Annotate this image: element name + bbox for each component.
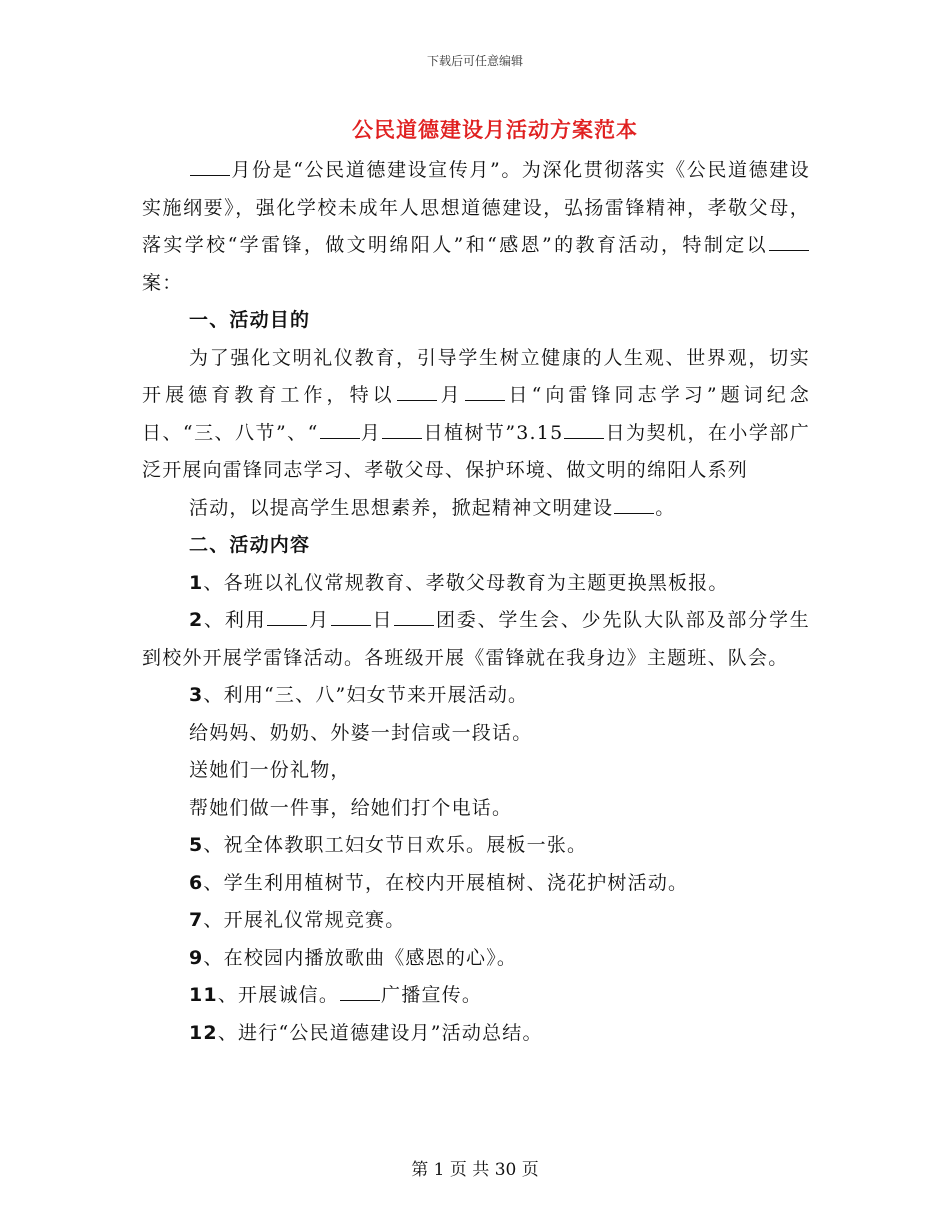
item-text: 团委、学生会、少先队大队部及部分学生到校外开展学雷锋活动。各班级开展《雷锋就在我身边》主题班、队会。 [142, 609, 811, 669]
blank-line [267, 603, 307, 626]
blank-line [331, 603, 371, 626]
document-body [142, 152, 810, 1052]
blank-line [320, 416, 360, 439]
item-number: 2 [189, 609, 204, 631]
s1p2-text-a: 活动，以提高学生思想素养，掀起精神文明建设 [189, 496, 614, 519]
list-item [142, 902, 810, 940]
sub-item: 送她们一份礼物， [189, 759, 351, 781]
item-number: 9 [189, 946, 204, 969]
blank-line [190, 153, 230, 176]
item-number: 12 [189, 1021, 218, 1044]
item-text: 广播宣传。 [381, 984, 483, 1006]
sub-item: 帮她们做一件事，给她们打个电话。 [189, 796, 513, 819]
item-text: 、祝全体教职工妇女节日欢乐。展板一张。 [203, 834, 588, 856]
intro-paragraph [142, 152, 810, 302]
sub-item: 给妈妈、奶奶、外婆一封信或一段话。 [189, 721, 533, 744]
blank-line [769, 228, 809, 251]
s1p1-text-e: 日植树节”3.15 [423, 421, 564, 444]
item-text: 、学生利用植树节，在校内开展植树、浇花护树活动。 [203, 871, 689, 894]
list-item [142, 1015, 810, 1053]
item-text: 、在校园内播放歌曲《感恩的心》。 [203, 946, 518, 969]
s1p1-text-b: 月 [437, 384, 464, 406]
item-text: 、各班以礼仪常规教育、孝敬父母教育为主题更换黑板报。 [203, 571, 729, 594]
blank-line [397, 378, 437, 401]
s1p2-text-b: 。 [655, 496, 676, 519]
page-footer: 第 1 页 共 30 页 [411, 1160, 539, 1180]
item-number: 6 [189, 871, 204, 894]
list-item [142, 565, 810, 603]
blank-line [382, 416, 422, 439]
s1p1-text-d: 月 [360, 421, 382, 444]
item-number: 5 [189, 834, 204, 856]
list-item [142, 865, 810, 903]
item-number: 3 [189, 684, 204, 706]
document-title: 公民道德建设月活动方案范本 [352, 117, 638, 142]
blank-line [564, 416, 604, 439]
item-number: 11 [189, 984, 218, 1006]
s1p1-text-c: 日“向雷锋同志学习”题词纪念日、“三、八节”、“ [142, 384, 810, 444]
blank-line [340, 978, 380, 1001]
item-text: 、利用“三、八”妇女节来开展活动。 [203, 684, 529, 706]
s1p1-text-f: 日为契机，在小学部广泛开展向雷锋同志学习、孝敬父母、保护环境、做文明的绵阳人系列 [142, 421, 810, 481]
blank-line [394, 603, 434, 626]
list-item [142, 940, 810, 978]
header-note: 下载后可任意编辑 [426, 54, 523, 68]
list-item [142, 977, 810, 1015]
list-item [142, 827, 810, 865]
section1-paragraph1 [142, 340, 810, 490]
item-number: 7 [189, 909, 204, 931]
item-number: 1 [189, 571, 204, 594]
section1-heading: 一、活动目的 [189, 309, 311, 331]
item-text: 、利用 [203, 609, 267, 631]
item-text: 、进行“公民道德建设月”活动总结。 [217, 1021, 543, 1044]
blank-line [465, 378, 505, 401]
section2-heading: 二、活动内容 [189, 534, 311, 556]
intro-text-b: 案： [142, 271, 183, 294]
item-text: 日 [371, 609, 394, 631]
item-text: 月 [308, 609, 330, 631]
item-text: 、开展礼仪常规竞赛。 [203, 909, 406, 931]
item-text: 、开展诚信。 [217, 984, 340, 1006]
list-item [142, 677, 810, 715]
blank-line [614, 491, 654, 514]
list-item [142, 602, 810, 677]
s1p1-text-a: 为了强化文明礼仪教育，引导学生树立健康的人生观、世界观，切实开展德育教育工作，特以 [142, 346, 810, 406]
intro-text-a: 月份是“公民道德建设宣传月”。为深化贯彻落实《公民道德建设实施纲要》，强化学校未成年人思想道德建设，弘扬雷锋精神，孝敬父母，落实学校“学雷锋，做文明绵阳人”和“感恩”的教育活动，特制定以 [142, 159, 810, 256]
section1-paragraph2 [142, 490, 810, 528]
